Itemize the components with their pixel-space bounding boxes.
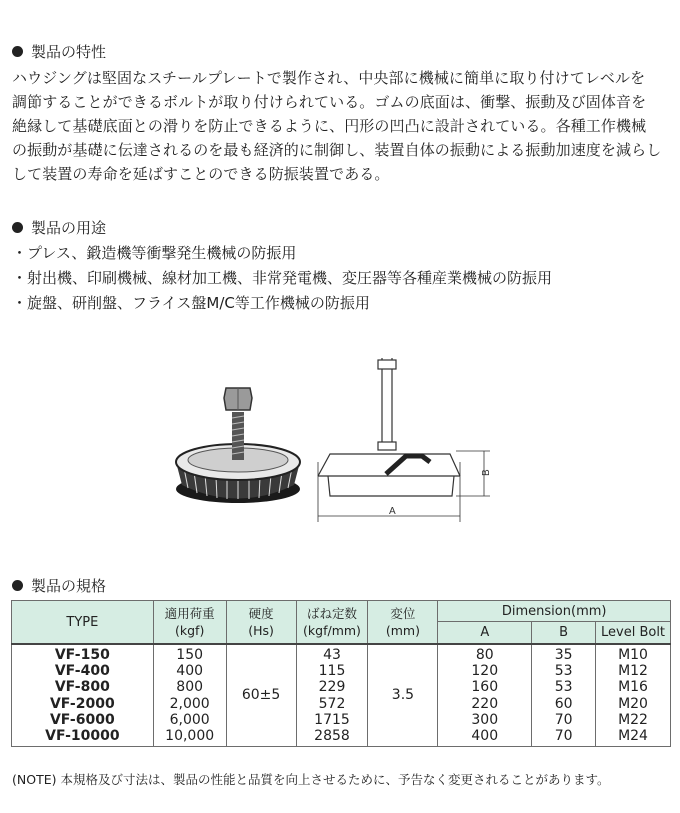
bullet-icon [12, 580, 23, 591]
uses-list [12, 241, 672, 316]
type-column: VF-150 VF-400 VF-800 VF-2000 VF-6000 VF-10000 [12, 644, 154, 747]
footnote: (NOTE) 本規格及び寸法は、製品の性能と品質を向上させるために、予告なく変更されることがあります。 [12, 772, 610, 787]
mount-illustration [176, 388, 300, 503]
header-hardness: 硬度 (Hs) [226, 601, 296, 645]
table-row [12, 644, 671, 747]
features-line: ハウジングは堅固なスチールプレートで製作され、中央部に機械に簡単に取り付けてレベルを [12, 69, 646, 87]
technical-drawing [318, 358, 490, 522]
header-level-bolt: Level Bolt [596, 622, 671, 645]
features-heading [12, 40, 672, 62]
dim-b-label: B [481, 469, 492, 476]
features-line: 調節することができるボルトが取り付けられている。ゴムの底面は、衝撃、振動及び固体音を [12, 93, 647, 111]
dimension-a-column: 80 120 160 220 300 400 [438, 644, 532, 747]
features-section [12, 40, 672, 186]
features-paragraph [12, 66, 672, 186]
spec-table [11, 600, 671, 747]
uses-item: ・射出機、印刷機械、線材加工機、非常発電機、変圧器等各種産業機械の防振用 [12, 269, 553, 287]
header-load: 適用荷重 (kgf) [153, 601, 226, 645]
uses-item: ・旋盤、研削盤、フライス盤M/C等工作機械の防振用 [12, 294, 370, 312]
header-spring-constant: ばね定数 (kgf/mm) [296, 601, 368, 645]
header-dimension: Dimension(mm) [438, 601, 671, 622]
spec-heading [12, 574, 672, 596]
spec-title: 製品の規格 [31, 576, 107, 595]
header-deflection: 変位 (mm) [368, 601, 438, 645]
header-type: TYPE [12, 601, 154, 645]
features-title: 製品の特性 [31, 42, 107, 61]
features-line: して装置の寿命を延ばすことのできる防振装置である。 [12, 165, 390, 183]
uses-heading [12, 216, 672, 238]
features-line: の振動が基礎に伝達されるのを最も経済的に制御し、装置自体の振動による振動加速度を減らし [12, 141, 662, 159]
dim-a-label: A [389, 506, 396, 517]
product-drawing [160, 352, 520, 532]
uses-section [12, 216, 672, 316]
load-column: 150 400 800 2,000 6,000 10,000 [153, 644, 226, 747]
bullet-icon [12, 46, 23, 57]
features-line: 絶縁して基礎底面との滑りを防止できるように、円形の凹凸に設計されている。各種工作機械 [12, 117, 647, 135]
bullet-icon [12, 222, 23, 233]
header-b: B [532, 622, 596, 645]
deflection-cell: 3.5 [368, 644, 438, 747]
spring-column: 43 115 229 572 1715 2858 [296, 644, 368, 747]
uses-title: 製品の用途 [31, 218, 107, 237]
spec-section [12, 574, 672, 596]
level-bolt-column: M10 M12 M16 M20 M22 M24 [596, 644, 671, 747]
dimension-b-column: 35 53 53 60 70 70 [532, 644, 596, 747]
uses-item: ・プレス、鍛造機等衝撃発生機械の防振用 [12, 244, 297, 262]
hardness-cell: 60±5 [226, 644, 296, 747]
header-a: A [438, 622, 532, 645]
